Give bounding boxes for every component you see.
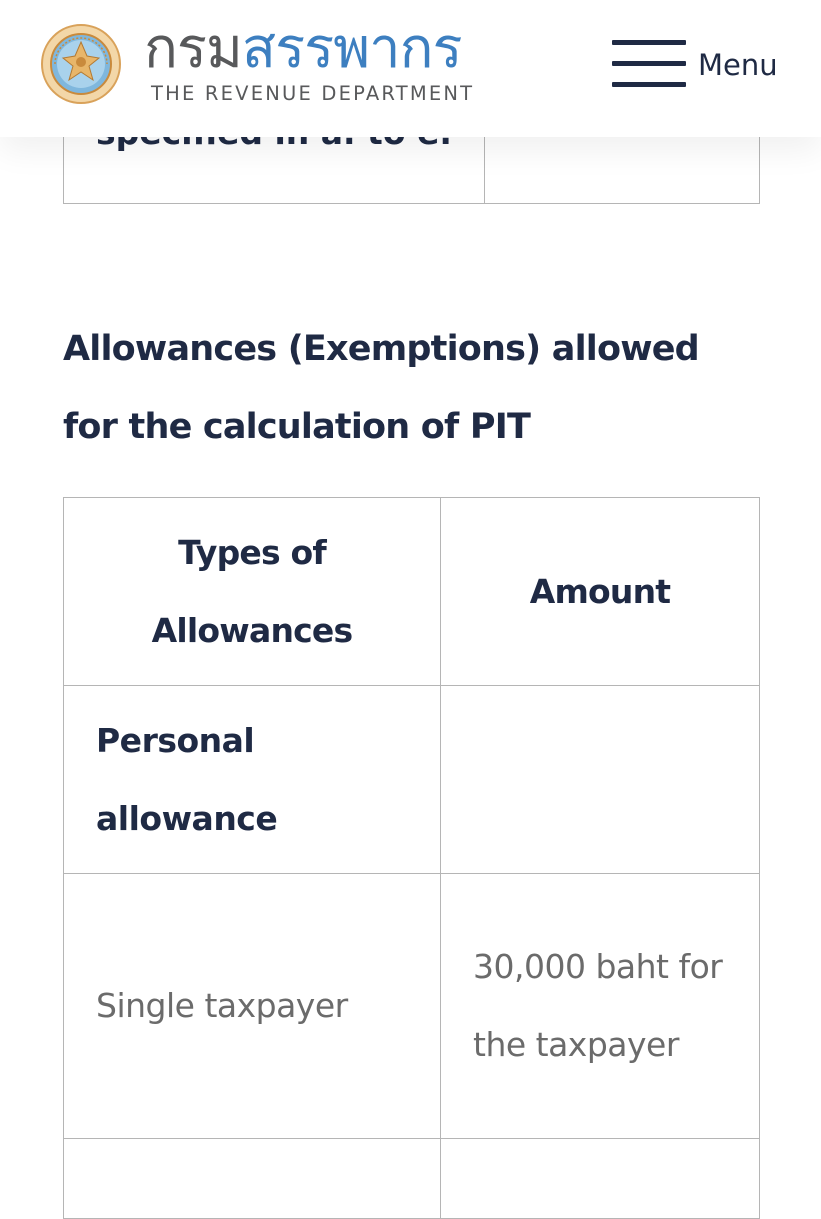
table-cell-empty <box>441 1139 760 1219</box>
logo-english-wordmark: THE REVENUE DEPARTMENT <box>151 82 475 105</box>
site-header <box>0 0 821 137</box>
hamburger-icon <box>612 40 686 88</box>
allowance-type-cell: Single taxpayer <box>64 874 441 1139</box>
table-header-row <box>64 498 760 686</box>
table-cell-empty <box>64 1139 441 1219</box>
menu-button[interactable] <box>610 38 790 94</box>
table-row <box>64 1139 760 1219</box>
allowances-table <box>63 497 760 1219</box>
table-row <box>64 874 760 1139</box>
logo-thai-wordmark: กรมสรรพากร <box>144 16 462 81</box>
allowances-section-heading: Allowances (Exemptions) allowed for the calculation of PIT <box>63 329 699 447</box>
column-header-amount: Amount <box>441 498 760 686</box>
menu-label: Menu <box>698 48 778 82</box>
column-header-types: Types of Allowances <box>64 498 441 686</box>
allowance-type-cell: Personal allowance <box>64 686 441 874</box>
allowance-amount-cell <box>441 686 760 874</box>
revenue-department-seal-icon <box>41 24 121 104</box>
allowance-amount-cell: 30,000 baht for the taxpayer <box>441 874 760 1139</box>
table-row <box>64 686 760 874</box>
